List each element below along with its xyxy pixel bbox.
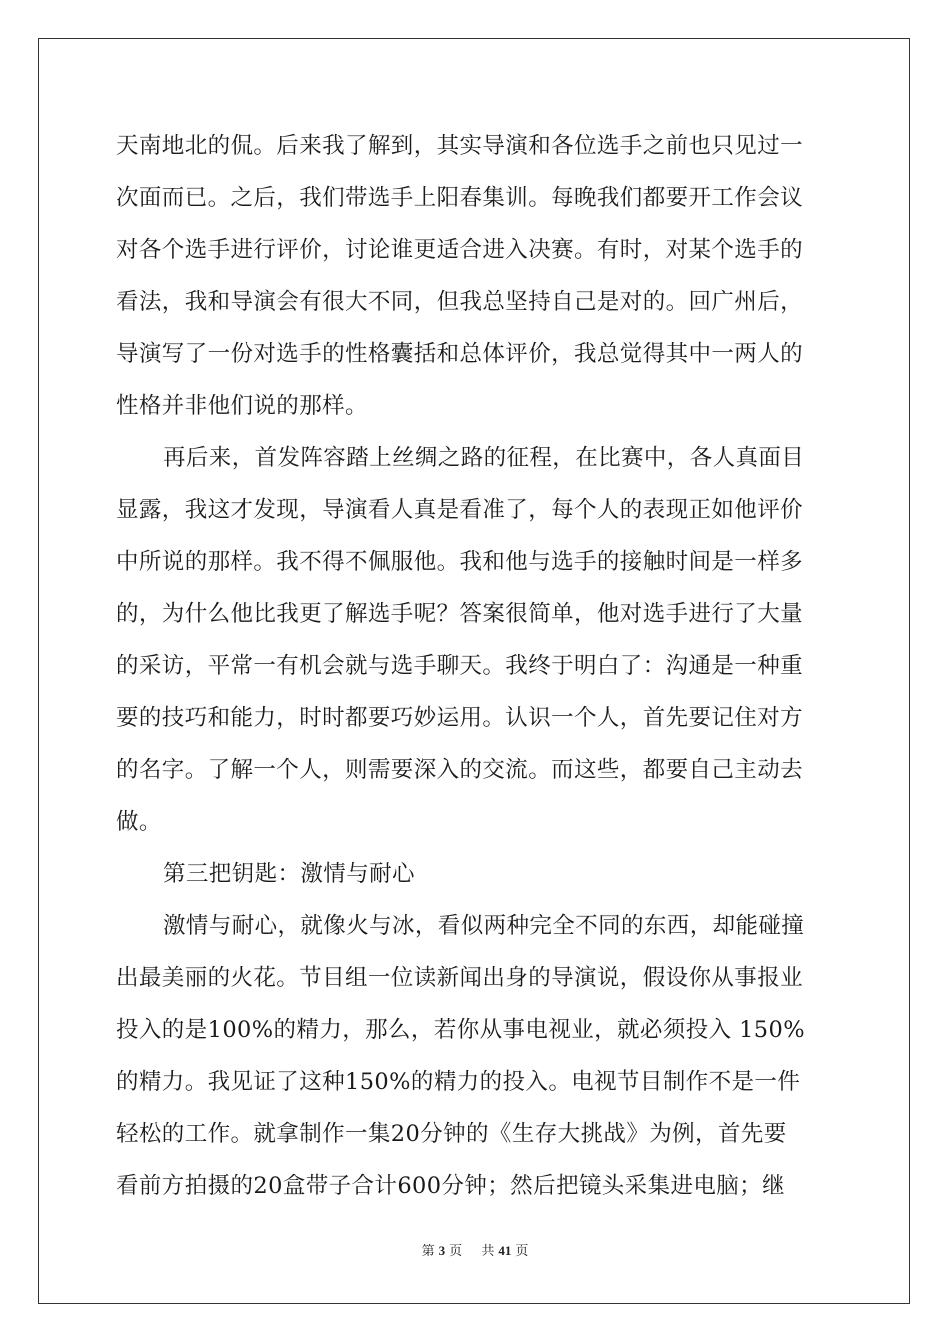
text-line: 看法，我和导演会有很大不同，但我总坚持自己是对的。回广州后， [116, 289, 804, 315]
text-line: 性格并非他们说的那样。 [116, 393, 368, 419]
text-line: 的精力。我见证了这种150%的精力的投入。电视节目制作不是一件 [116, 1069, 801, 1095]
text-line: 次面而已。之后，我们带选手上阳春集训。每晚我们都要开工作会议 [116, 185, 804, 211]
paragraph-start-line: 再后来，首发阵容踏上丝绸之路的征程，在比赛中，各人真面目 [163, 445, 805, 471]
text-line: 中所说的那样。我不得不佩服他。我和他与选手的接触时间是一样多 [116, 549, 804, 575]
page-number [418, 1243, 467, 1258]
total-prefix: 共 [481, 1243, 495, 1258]
text-line: 导演写了一份对选手的性格囊括和总体评价，我总觉得其中一两人的 [116, 341, 804, 367]
text-line: 投入的是100%的精力，那么，若你从事电视业，就必须投入 150% [116, 1017, 806, 1043]
text-line: 出最美丽的火花。节目组一位读新闻出身的导演说，假设你从事报业 [116, 965, 804, 991]
text-line: 轻松的工作。就拿制作一集20分钟的《生存大挑战》为例，首先要 [116, 1121, 787, 1147]
page-prefix: 第 [421, 1243, 435, 1258]
total-page-count: 41 [498, 1243, 512, 1258]
text-line: 的名字。了解一个人，则需要深入的交流。而这些，都要自己主动去 [116, 757, 804, 783]
page-footer [0, 1240, 950, 1259]
section-heading: 第三把钥匙：激情与耐心 [163, 861, 415, 887]
text-line: 的采访，平常一有机会就与选手聊天。我终于明白了：沟通是一种重 [116, 653, 804, 679]
text-line: 对各个选手进行评价，讨论谁更适合进入决赛。有时，对某个选手的 [116, 237, 804, 263]
text-line: 显露，我这才发现，导演看人真是看准了，每个人的表现正如他评价 [116, 497, 804, 523]
page-suffix: 页 [449, 1243, 463, 1258]
total-pages [477, 1243, 532, 1258]
text-line: 做。 [116, 809, 162, 835]
paragraph-start-line: 激情与耐心，就像火与冰，看似两种完全不同的东西，却能碰撞 [163, 913, 805, 939]
document-body [116, 120, 832, 1212]
text-line: 要的技巧和能力，时时都要巧妙运用。认识一个人，首先要记住对方 [116, 705, 804, 731]
text-line: 天南地北的侃。后来我了解到，其实导演和各位选手之前也只见过一 [116, 133, 804, 159]
text-line: 的，为什么他比我更了解选手呢？答案很简单，他对选手进行了大量 [116, 601, 804, 627]
text-line: 看前方拍摄的20盒带子合计600分钟；然后把镜头采集进电脑；继 [116, 1173, 785, 1199]
current-page: 3 [438, 1243, 446, 1258]
total-suffix: 页 [515, 1243, 529, 1258]
